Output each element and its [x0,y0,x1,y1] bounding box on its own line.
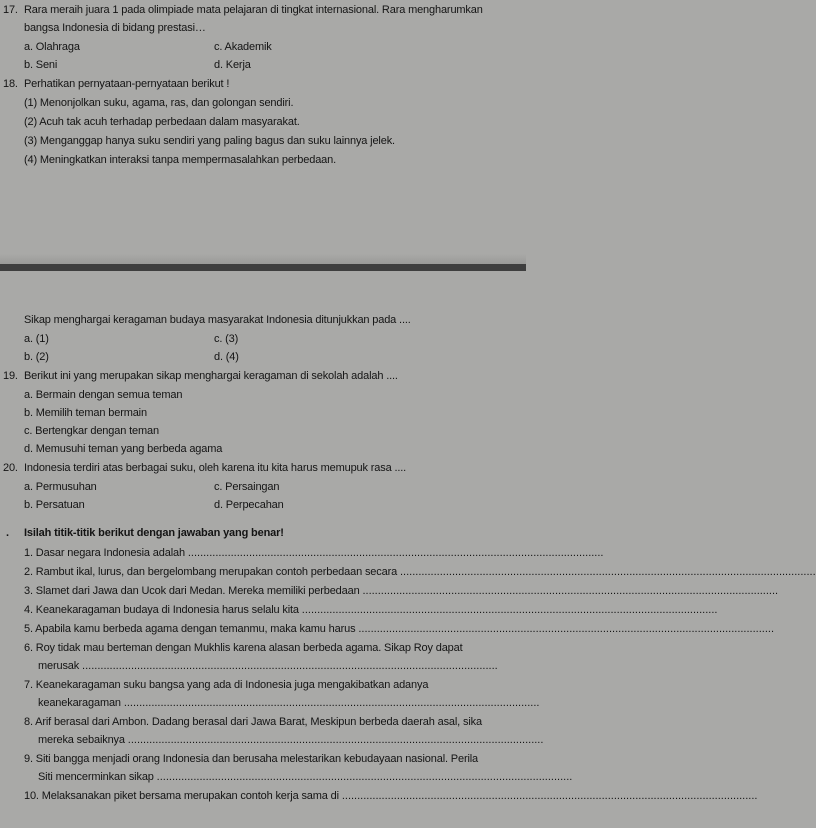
fill-item-6-line2 [38,659,498,673]
fill-item-2-text: 2. Rambut ikal, lurus, dan bergelombang merupakan contoh perbedaan secara [24,566,398,578]
q17-number: 17. [3,4,18,16]
fill-item-8-text: mereka sebaiknya [38,734,125,746]
q20-option-d: d. Perpecahan [214,499,284,511]
fill-item-9-line1: 9. Siti bangga menjadi orang Indonesia dan berusaha melestarikan kebudayaan nasional. Perila [24,753,479,765]
q18-continuation: Sikap menghargai keragaman budaya masyarakat Indonesia ditunjukkan pada .... [24,314,411,326]
fill-item-6-line1: 6. Roy tidak mau berteman dengan Mukhlis karena alasan berbeda agama. Sikap Roy dapat [24,642,463,654]
q17-option-d: d. Kerja [214,59,251,71]
q18-number: 18. [3,78,18,90]
q18-statement-2: (2) Acuh tak acuh terhadap perbedaan dalam masyarakat. [24,116,300,128]
q18-option-d: d. (4) [214,351,239,363]
q18-statement-1: (1) Menonjolkan suku, agama, ras, dan golongan sendiri. [24,97,294,109]
q18-statement-4: (4) Meningkatkan interaksi tanpa mempermasalahkan perbedaan. [24,154,337,166]
fill-item-8-line2 [38,733,544,747]
q17-option-c: c. Akademik [214,41,272,53]
fill-item-10 [24,789,758,803]
fill-item-3-text: 3. Slamet dari Jawa dan Ucok dari Medan. Mereka memiliki perbedaan [24,585,360,597]
fill-item-7-line1: 7. Keanekaragaman suku bangsa yang ada di Indonesia juga mengakibatkan adanya [24,679,429,691]
fill-item-8-blank: ........................................................................................................................................ [127,734,544,746]
fill-item-7-blank: ........................................................................................................................................ [123,697,540,709]
fill-item-1-blank: ........................................................................................................................................ [187,547,604,559]
fill-item-8-line1: 8. Arif berasal dari Ambon. Dadang berasal dari Jawa Barat, Meskipun berbeda daerah asal, sika [24,716,482,728]
fill-item-4-blank: ........................................................................................................................................ [301,604,718,616]
q20-text: Indonesia terdiri atas berbagai suku, oleh karena itu kita harus memupuk rasa .... [24,462,407,474]
page-separator [0,264,526,271]
q19-text: Berikut ini yang merupakan sikap menghargai keragaman di sekolah adalah .... [24,370,398,382]
fill-item-9-blank: ........................................................................................................................................ [156,771,573,783]
q20-number: 20. [3,462,18,474]
fill-item-10-blank: ........................................................................................................................................ [341,790,758,802]
fill-item-9-line2 [38,770,573,784]
q18-statement-3: (3) Menganggap hanya suku sendiri yang paling bagus dan suku lainnya jelek. [24,135,395,147]
q18-option-b: b. (2) [24,351,49,363]
fill-item-4 [24,603,718,617]
q18-option-a: a. (1) [24,333,49,345]
page-gap [0,254,526,264]
fill-item-5-text: 5. Apabila kamu berbeda agama dengan temanmu, maka kamu harus [24,623,356,635]
q19-option-a: a. Bermain dengan semua teman [24,389,183,401]
q19-option-b: b. Memilih teman bermain [24,407,147,419]
q17-option-a: a. Olahraga [24,41,80,53]
fill-item-1 [24,546,604,560]
fill-item-5 [24,622,774,636]
fill-item-6-blank: ........................................................................................................................................ [82,660,498,672]
fill-item-4-text: 4. Keanekaragaman budaya di Indonesia harus selalu kita [24,604,299,616]
q20-option-a: a. Permusuhan [24,481,97,493]
fill-item-2 [24,565,816,579]
fill-item-9-text: Siti mencerminkan sikap [38,771,154,783]
q20-option-b: b. Persatuan [24,499,85,511]
q17-option-b: b. Seni [24,59,58,71]
fill-item-6-text: merusak [38,660,80,672]
fill-item-5-blank: ........................................................................................................................................ [358,623,774,635]
fill-item-7-line2 [38,696,540,710]
fill-item-7-text: keanekaragaman [38,697,121,709]
q18-text: Perhatikan pernyataan-pernyataan berikut ! [24,78,230,90]
fill-item-1-text: 1. Dasar negara Indonesia adalah [24,547,185,559]
q20-option-c: c. Persaingan [214,481,280,493]
section-title: Isilah titik-titik berikut dengan jawaban yang benar! [24,527,284,539]
q19-number: 19. [3,370,18,382]
q19-option-c: c. Bertengkar dengan teman [24,425,159,437]
q19-option-d: d. Memusuhi teman yang berbeda agama [24,443,223,455]
fill-item-10-text: 10. Melaksanakan piket bersama merupakan contoh kerja sama di [24,790,339,802]
q17-text-line1: Rara meraih juara 1 pada olimpiade mata pelajaran di tingkat internasional. Rara mengharumkan [24,4,483,16]
section-marker: . [6,527,9,539]
q17-text-line2: bangsa Indonesia di bidang prestasi… [24,22,206,34]
fill-item-2-blank: ........................................................................................................................................ [399,566,816,578]
q18-option-c: c. (3) [214,333,239,345]
fill-item-3-blank: ........................................................................................................................................ [362,585,779,597]
fill-item-3 [24,584,779,598]
